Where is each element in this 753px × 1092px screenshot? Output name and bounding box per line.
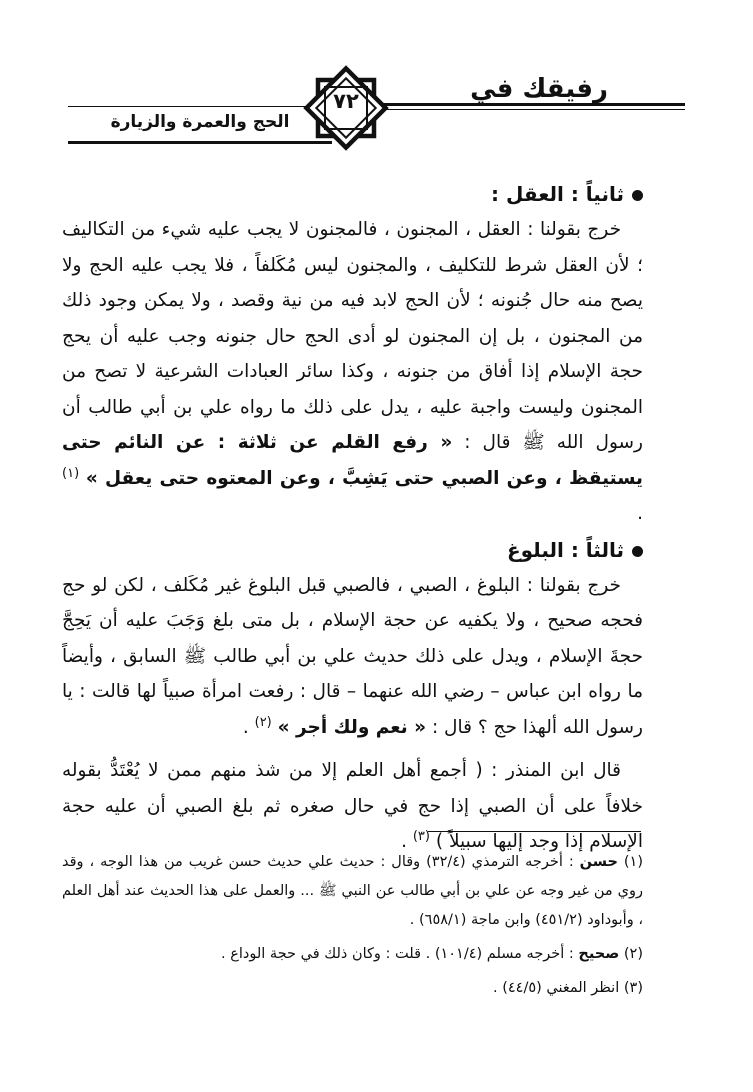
- paragraph-text: خرج بقولنا : العقل ، المجنون ، فالمجنون لا يجب عليه شيء من التكاليف ؛ لأن العقل شرط للتكليف ، والمجنون ليس مُكَلفاً ، فلا يجب عليه الحج ولا يصح منه حال جُنونه ؛ لأن الحج لابد فيه من نية وقصد ، ولا يمكن وجود ذلك من المجنون ، بل إن المجنون لو أدى الحج حال جنونه وجب عليه أن يحج حجة الإسلام إذا أفاق من جنونه ، وكذا سائر العبادات الشرعية لا تصح من المجنون وليست واجبة عليه ، يدل على ذلك ما رواه علي بن أبي طالب أن رسول الله ﷺ قال :: [62, 219, 643, 453]
- paragraph-tail: .: [637, 503, 643, 524]
- paragraph-tail: .: [242, 716, 255, 738]
- main-text: [62, 176, 643, 860]
- footnote-grade: حسن: [579, 854, 618, 870]
- section-heading-puberty: [62, 532, 643, 568]
- page-number: ٧٢: [333, 89, 359, 113]
- footnote: [62, 974, 643, 1003]
- hadith-quote: « نعم ولك أجر »: [277, 716, 427, 738]
- footnote-grade: صحيح: [578, 946, 620, 962]
- paragraph-tail: .: [401, 831, 413, 852]
- footnote-number: (١): [623, 854, 644, 870]
- paragraph: [62, 568, 643, 746]
- paragraph-text: خرج بقولنا : البلوغ ، الصبي ، فالصبي قبل البلوغ غير مُكَلف ، لكن لو حج فحجه صحيح ، ولا يكفيه عن حجة الإسلام ، بل متى بلغ وَجَبَ عليه أن يَحِجَّ حجةَ الإسلام ، ويدل على ذلك حديث علي بن أبي طالب ﷺ السابق ، وأيضاً ما رواه ابن عباس – رضي الله عنهما – قال : رفعت امرأة صبياً لها قالت : يا رسول الله ألهذا حج ؟ قال :: [62, 574, 643, 738]
- book-subtitle: الحج والعمرة والزيارة: [110, 112, 290, 132]
- footnote-text: : أخرجه الترمذي (٣٢/٤) وقال : حديث علي حديث حسن غريب من هذا الوجه ، وقد روي من غير وجه عن علي بن أبي طالب عن النبي ﷺ ... والعمل على هذا الحديث عند أهل العلم ، وأبوداود (٤٥١/٢) وابن ماجة (٦٥٨/١) .: [62, 854, 643, 928]
- footnote-number: (٣): [623, 980, 643, 996]
- header-rule-bottom-thin: [68, 106, 332, 107]
- footnote-ref: (٢): [254, 714, 272, 730]
- bullet-dot: [632, 190, 643, 201]
- footnote-number: (٢): [623, 946, 643, 962]
- footnote-text: انظر المغني (٤٤/٥) .: [492, 980, 620, 996]
- footnote: [62, 940, 643, 969]
- header-rule-top-thin: [348, 109, 685, 110]
- paragraph: [62, 753, 643, 860]
- book-title: رفيقك في: [470, 74, 608, 104]
- footnote-divider: [428, 831, 641, 832]
- footnote: [62, 848, 643, 935]
- section-heading-reason: [62, 176, 643, 212]
- heading-text: ثالثاً : البلوغ: [506, 537, 624, 562]
- spacer: [62, 745, 643, 753]
- footnote-ref: (١): [62, 465, 80, 481]
- heading-text: ثانياً : العقل :: [491, 182, 624, 206]
- paragraph: [62, 212, 643, 532]
- header-rule-bottom: [68, 141, 332, 144]
- hadith-quote: « رفع القلم عن ثلاثة : عن النائم حتى يستيقظ ، وعن الصبي حتى يَشِبَّ ، وعن المعتوه حتى يعقل »: [62, 432, 643, 489]
- footnote-ref: (٣): [412, 828, 430, 844]
- footnotes: [62, 848, 643, 1008]
- footnote-text: : أخرجه مسلم (١٠١/٤) . قلت : وكان ذلك في حجة الوداع .: [221, 946, 579, 962]
- paragraph-text: قال ابن المنذر : ( أجمع أهل العلم إلا من شذ منهم ممن لا يُعْتَدُّ بقوله خلافاً على أن الصبي إذا حج في حال صغره ثم بلغ الصبي أن عليه حجة الإسلام إذا وجد إليها سبيلاً ): [62, 760, 643, 852]
- bullet-dot: [632, 546, 643, 557]
